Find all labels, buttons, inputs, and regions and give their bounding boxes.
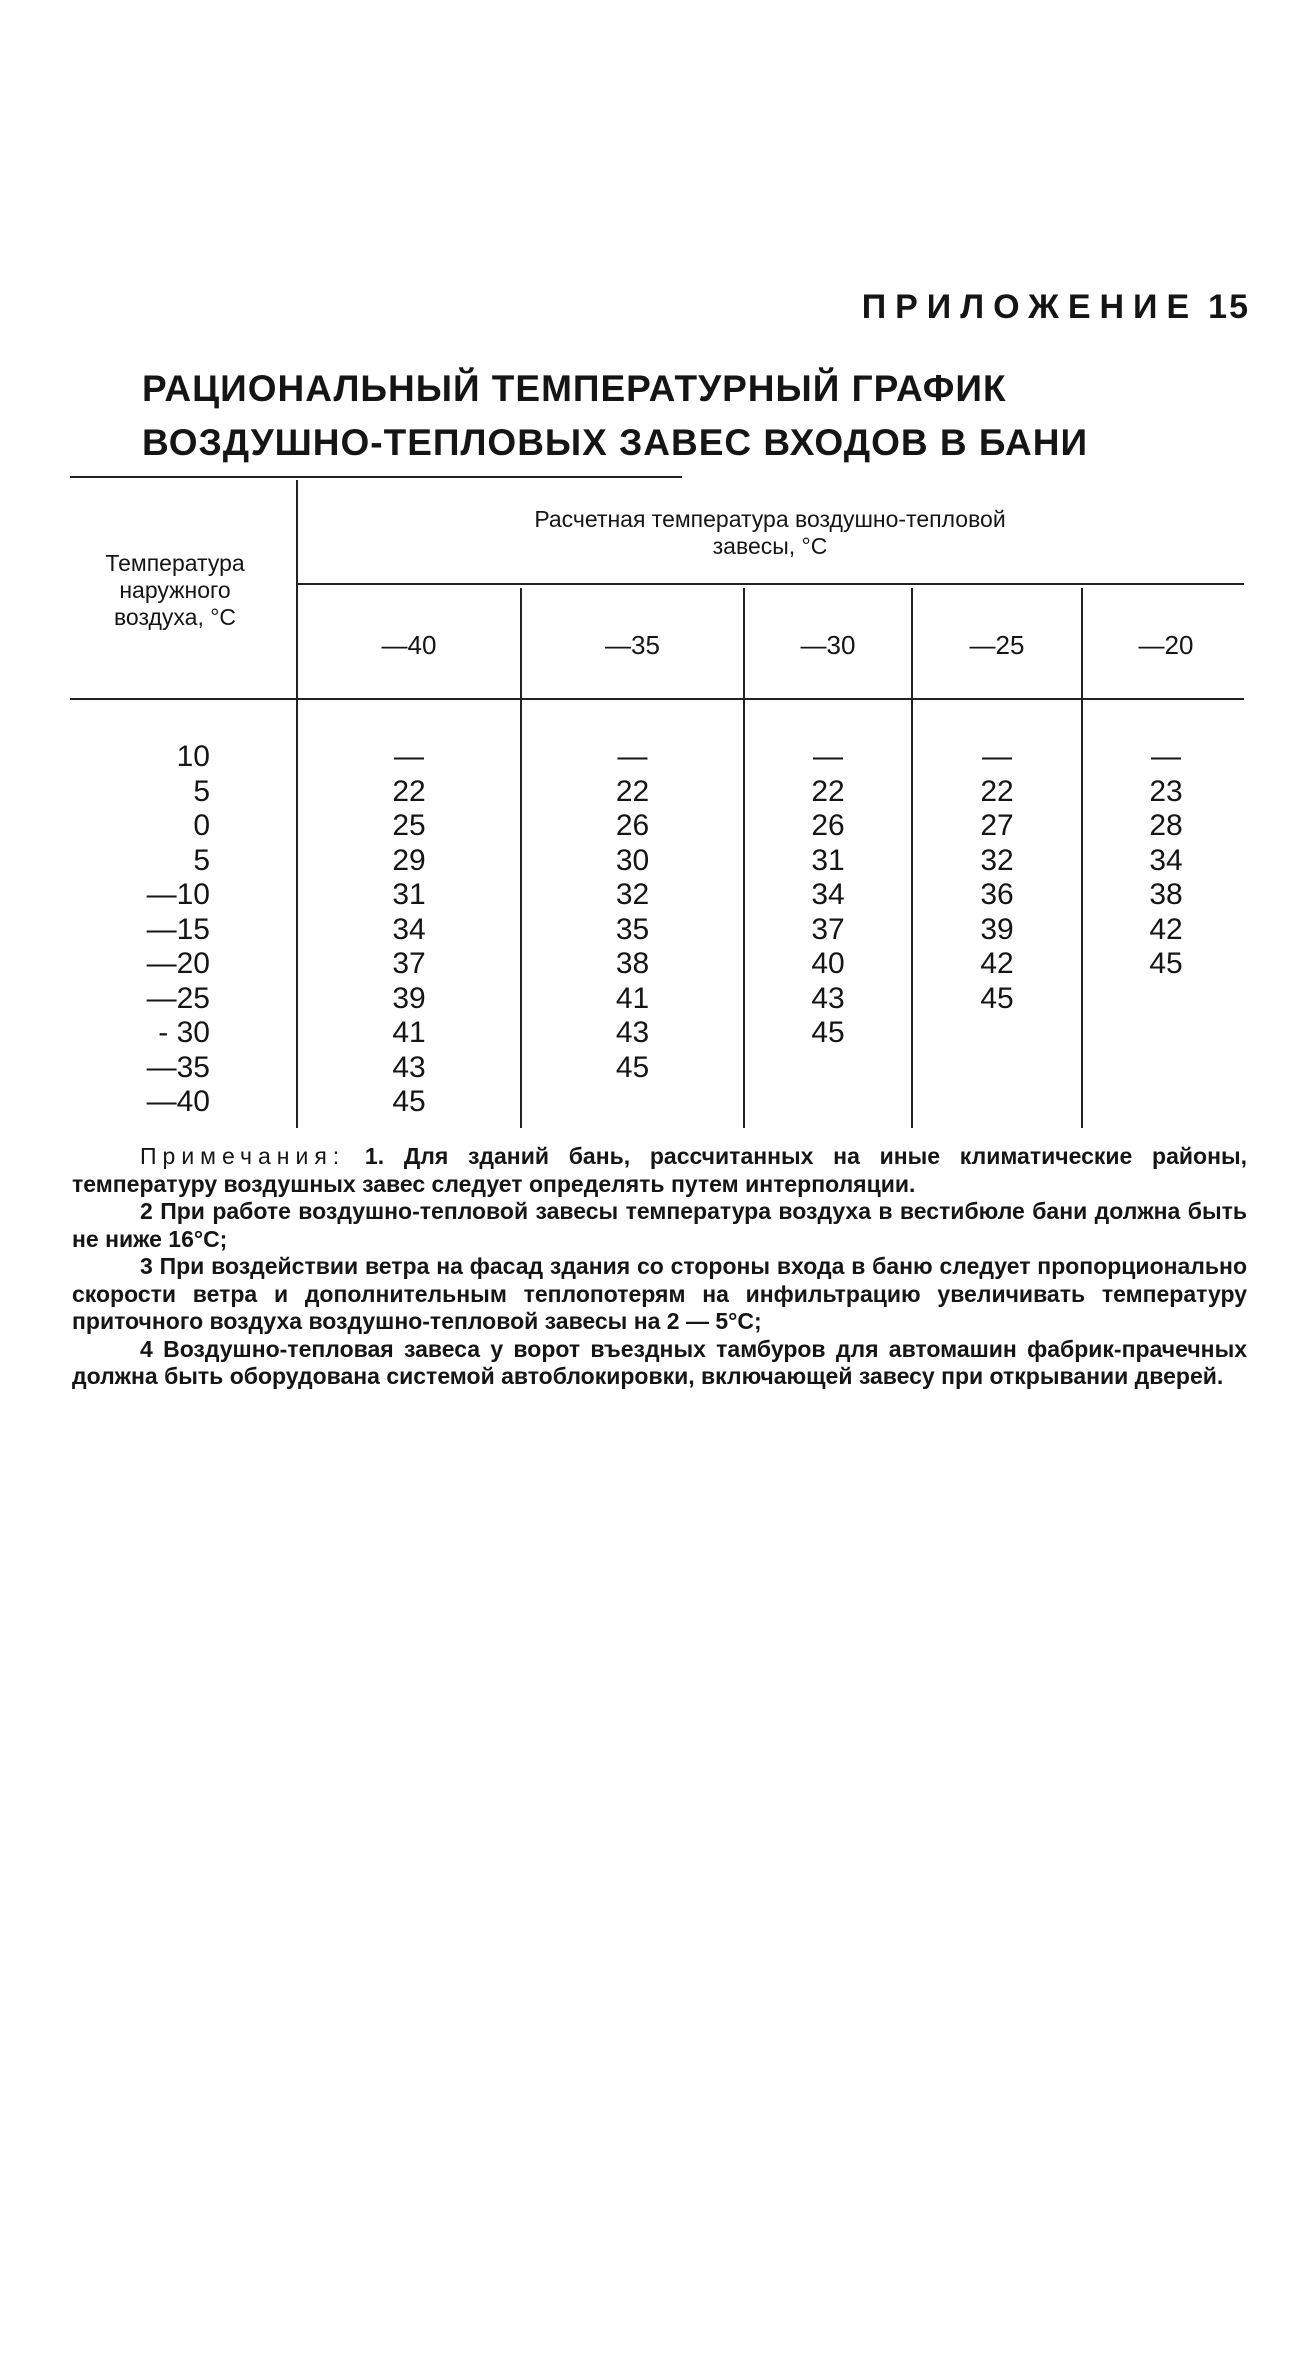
curtain-temperature-header (300, 506, 1240, 560)
table-cell: 37 (392, 947, 426, 980)
table-cell: 45 (980, 981, 1014, 1015)
table-cell: 43 (615, 1016, 650, 1049)
table-cell: 41 (392, 1016, 426, 1049)
table-cell: 22 (615, 774, 650, 808)
column-header: —35 (605, 630, 660, 660)
notes-label: Примечания: (140, 1143, 346, 1169)
column-divider (743, 588, 745, 1128)
appendix-label: ПРИЛОЖЕНИЕ (861, 288, 1199, 326)
table-cell: 29 (392, 843, 426, 877)
table-cell: — (617, 740, 648, 773)
table-cell: 43 (811, 981, 845, 1015)
table-cell: — (1151, 740, 1181, 773)
title-line-2: ВОЗДУШНО-ТЕПЛОВЫХ ЗАВЕС ВХОДОВ В БАНИ (142, 422, 1089, 463)
table-cell: 31 (392, 878, 426, 911)
table-cell: 37 (811, 912, 845, 946)
header-line: наружного (119, 577, 231, 603)
table-cell: 40 (811, 947, 845, 980)
note-1: 1. Для зданий бань, рассчитанных на иные климатические районы, температуру воздушных завес следует определять путем интерполяции. (72, 1143, 1247, 1197)
left-column-divider (296, 480, 298, 1128)
table-cell: 39 (980, 912, 1014, 946)
title-line-1: РАЦИОНАЛЬНЫЙ ТЕМПЕРАТУРНЫЙ ГРАФИК (142, 368, 1007, 409)
table-cell: — (394, 740, 424, 773)
column-header: —30 (800, 630, 856, 660)
row-outside-temp: —40 (146, 1085, 210, 1118)
table-cell: 42 (980, 947, 1014, 980)
table-cell: 28 (1149, 809, 1183, 842)
row-outside-temp: —35 (146, 1050, 210, 1084)
table-cell: 45 (1149, 947, 1183, 980)
table-cell: — (982, 740, 1012, 773)
table-cell: 39 (392, 981, 426, 1015)
row-outside-temp: 0 (193, 809, 210, 842)
row-outside-temp: —25 (146, 981, 210, 1015)
table-cell: 45 (811, 1016, 845, 1049)
table-cell: 42 (1149, 912, 1183, 946)
table-top-rule (70, 476, 682, 478)
table-cell: — (813, 740, 843, 773)
table-cell: 22 (811, 774, 845, 808)
table-cell: 22 (980, 774, 1014, 808)
table-cell: 38 (1149, 878, 1183, 911)
note-4: 4 Воздушно-тепловая завеса у ворот въездных тамбуров для автомашин фабрик-прачечных должна быть оборудована системой автоблокировки, включающей завесу при открывании дверей. (72, 1335, 1247, 1389)
table-cell: 27 (980, 809, 1014, 842)
column-divider (520, 588, 522, 1128)
subheader-rule (298, 583, 1244, 585)
table-cell: 23 (1149, 774, 1183, 808)
table-cell: 32 (615, 878, 650, 911)
table-cell: 26 (811, 809, 845, 842)
column-divider (911, 588, 913, 1128)
header-bottom-rule (70, 698, 1244, 700)
header-line: завесы, °С (712, 533, 828, 559)
table-cell: 34 (811, 878, 845, 911)
table-cell: 30 (615, 843, 650, 877)
table-cell: 41 (615, 981, 650, 1015)
table-cell: 34 (392, 912, 426, 946)
row-outside-temp: - 30 (158, 1016, 210, 1049)
table-cell: 38 (615, 947, 650, 980)
table-cell: 34 (1149, 843, 1183, 877)
table-cell: 36 (980, 878, 1014, 911)
table-cell: 45 (392, 1085, 426, 1118)
appendix-number: 15 (1208, 288, 1250, 326)
table-cell: 32 (980, 843, 1014, 877)
row-outside-temp: 10 (176, 740, 210, 773)
table-cell: 26 (615, 809, 650, 842)
notes (72, 1143, 1247, 1391)
column-header: —20 (1138, 630, 1194, 660)
column-header: —25 (969, 630, 1025, 660)
appendix-heading (780, 288, 1250, 327)
page-title (142, 362, 1252, 470)
header-line: воздуха, °С (113, 604, 237, 630)
table-cell: 45 (615, 1050, 650, 1084)
row-outside-temp: 5 (193, 774, 210, 808)
header-line: Температура (105, 550, 245, 576)
column-divider (1081, 588, 1083, 1128)
row-outside-temp: 5 (193, 843, 210, 877)
row-outside-temp: —10 (146, 878, 210, 911)
table-cell: 25 (392, 809, 426, 842)
table-cell: 22 (392, 774, 426, 808)
row-outside-temp: —20 (146, 947, 210, 980)
table-cell: 43 (392, 1050, 426, 1084)
table-cell: 35 (615, 912, 650, 946)
note-3: 3 При воздействии ветра на фасад здания со стороны входа в баню следует пропорционально скорости ветра и дополнительным теплопотерям на инфильтрацию увеличивать температуру приточного воздуха воздушно-тепловой завесы на 2 — 5°С; (72, 1253, 1247, 1334)
row-outside-temp: —15 (146, 912, 210, 946)
note-2: 2 При работе воздушно-тепловой завесы температура воздуха в вестибюле бани должна быть не ниже 16°С; (72, 1198, 1247, 1252)
outside-temperature-header (70, 550, 280, 631)
column-header: —40 (381, 630, 437, 660)
header-line: Расчетная температура воздушно-тепловой (534, 506, 1006, 532)
table-cell: 31 (811, 843, 845, 877)
